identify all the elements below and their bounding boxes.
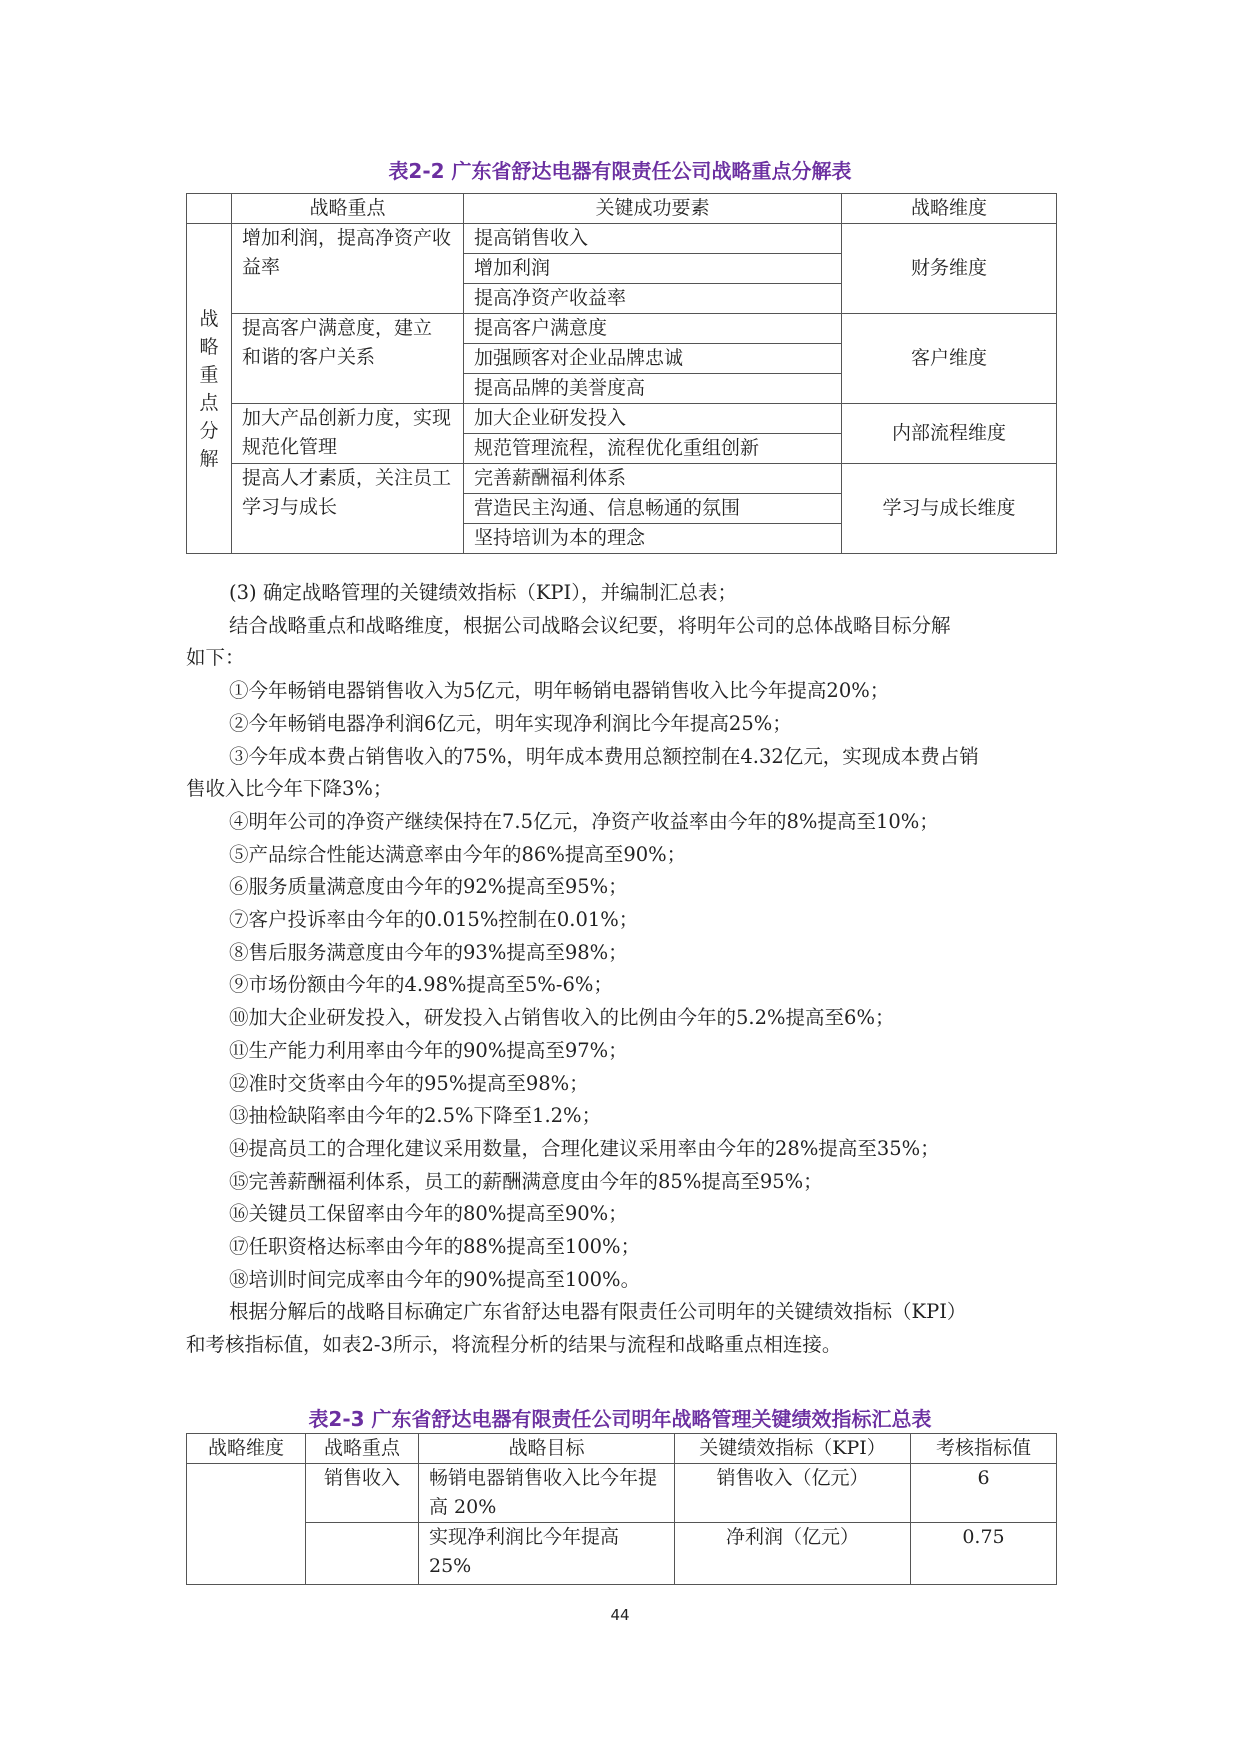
table-row xyxy=(187,314,1057,344)
column-header: 关键绩效指标（KPI） xyxy=(675,1434,911,1464)
strategy-goal: 畅销电器销售收入比今年提高 20% xyxy=(419,1464,675,1523)
target-value: 6 xyxy=(911,1464,1057,1523)
body-line: ②今年畅销电器净利润6亿元，明年实现净利润比今年提高25%； xyxy=(229,711,792,735)
body-line: 和考核指标值，如表2-3所示，将流程分析的结果与流程和战略重点相连接。 xyxy=(186,1333,842,1357)
strategy-focus xyxy=(306,1523,419,1585)
strategy-decomposition-table xyxy=(186,193,1057,554)
body-line: ④明年公司的净资产继续保持在7.5亿元，净资产收益率由今年的8%提高至10%； xyxy=(229,809,939,833)
strategy-dimension: 学习与成长维度 xyxy=(842,464,1057,554)
success-factor: 提高净资产收益率 xyxy=(464,284,842,314)
body-line: ⑤产品综合性能达满意率由今年的86%提高至90%； xyxy=(229,842,687,866)
strategy-focus: 提高客户满意度，建立 和谐的客户关系 xyxy=(232,314,464,404)
success-factor: 加大企业研发投入 xyxy=(464,404,842,434)
column-header xyxy=(187,194,232,224)
target-value: 0.75 xyxy=(911,1523,1057,1585)
success-factor: 提高客户满意度 xyxy=(464,314,842,344)
success-factor: 坚持培训为本的理念 xyxy=(464,524,842,554)
side-label xyxy=(187,224,232,554)
success-factor: 完善薪酬福利体系 xyxy=(464,464,842,494)
table-row xyxy=(187,404,1057,434)
kpi: 净利润（亿元） xyxy=(675,1523,911,1585)
body-line: ⑱培训时间完成率由今年的90%提高至100%。 xyxy=(229,1267,641,1291)
strategy-focus: 增加利润，提高净资产收益率 xyxy=(232,224,464,314)
page-number: 44 xyxy=(610,1606,630,1624)
body-line: ⑰任职资格达标率由今年的88%提高至100%； xyxy=(229,1235,641,1259)
body-line: ⑧售后服务满意度由今年的93%提高至98%； xyxy=(229,940,628,964)
body-line: ⑥服务质量满意度由今年的92%提高至95%； xyxy=(229,875,628,899)
table2-title: 表2-3 广东省舒达电器有限责任公司明年战略管理关键绩效指标汇总表 xyxy=(308,1407,932,1431)
success-factor: 加强顾客对企业品牌忠诚 xyxy=(464,344,842,374)
strategy-focus: 加大产品创新力度，实现规范化管理 xyxy=(232,404,464,464)
column-header: 战略目标 xyxy=(419,1434,675,1464)
table-header-row xyxy=(187,1434,1057,1464)
success-factor: 规范管理流程，流程优化重组创新 xyxy=(464,434,842,464)
body-line: 如下： xyxy=(186,646,245,670)
table-row xyxy=(187,464,1057,494)
body-line: ⑭提高员工的合理化建议采用数量，合理化建议采用率由今年的28%提高至35%； xyxy=(229,1136,940,1160)
column-header: 战略重点 xyxy=(232,194,464,224)
column-header: 战略维度 xyxy=(187,1434,306,1464)
strategy-goal: 实现净利润比今年提高 25% xyxy=(419,1523,675,1585)
body-line: 根据分解后的战略目标确定广东省舒达电器有限责任公司明年的关键绩效指标（KPI） xyxy=(229,1300,967,1324)
strategy-dimension: 财务维度 xyxy=(842,224,1057,314)
column-header: 战略重点 xyxy=(306,1434,419,1464)
success-factor: 提高品牌的美誉度高 xyxy=(464,374,842,404)
strategy-focus: 提高人才素质，关注员工学习与成长 xyxy=(232,464,464,554)
success-factor: 提高销售收入 xyxy=(464,224,842,254)
body-line: ①今年畅销电器销售收入为5亿元，明年畅销电器销售收入比今年提高20%； xyxy=(229,679,890,703)
body-line: ⑩加大企业研发投入，研发投入占销售收入的比例由今年的5.2%提高至6%； xyxy=(229,1006,895,1030)
kpi: 销售收入（亿元） xyxy=(675,1464,911,1523)
strategy-dimension xyxy=(187,1464,306,1585)
table-row xyxy=(187,1523,1057,1585)
body-line: (3) 确定战略管理的关键绩效指标（KPI），并编制汇总表； xyxy=(229,581,737,604)
side-label-text: 战略重点分解 xyxy=(199,307,219,470)
table-header-row xyxy=(187,194,1057,224)
success-factor: 增加利润 xyxy=(464,254,842,284)
kpi-summary-table xyxy=(186,1433,1057,1585)
column-header: 战略维度 xyxy=(842,194,1057,224)
strategy-dimension: 内部流程维度 xyxy=(842,404,1057,464)
body-line: 售收入比今年下降3%； xyxy=(186,777,393,801)
column-header: 考核指标值 xyxy=(911,1434,1057,1464)
body-line: ⑫准时交货率由今年的95%提高至98%； xyxy=(229,1071,589,1095)
column-header: 关键成功要素 xyxy=(464,194,842,224)
table-row xyxy=(187,224,1057,254)
body-line: 结合战略重点和战略维度，根据公司战略会议纪要，将明年公司的总体战略目标分解 xyxy=(229,613,951,637)
body-line: ⑨市场份额由今年的4.98%提高至5%-6%； xyxy=(229,973,613,997)
body-line: ⑮完善薪酬福利体系，员工的薪酬满意度由今年的85%提高至95%； xyxy=(229,1169,823,1193)
body-line: ③今年成本费占销售收入的75%，明年成本费用总额控制在4.32亿元，实现成本费占销 xyxy=(229,744,979,768)
strategy-focus: 销售收入 xyxy=(306,1464,419,1523)
body-line: ⑬抽检缺陷率由今年的2.5%下降至1.2%； xyxy=(229,1104,602,1128)
body-line: ⑦客户投诉率由今年的0.015%控制在0.01%； xyxy=(229,908,639,932)
body-line: ⑪生产能力利用率由今年的90%提高至97%； xyxy=(229,1038,628,1062)
table-row xyxy=(187,1464,1057,1523)
body-text xyxy=(186,577,1056,1362)
body-line: ⑯关键员工保留率由今年的80%提高至90%； xyxy=(229,1202,628,1226)
table1-title: 表2-2 广东省舒达电器有限责任公司战略重点分解表 xyxy=(388,159,852,183)
strategy-dimension: 客户维度 xyxy=(842,314,1057,404)
success-factor: 营造民主沟通、信息畅通的氛围 xyxy=(464,494,842,524)
